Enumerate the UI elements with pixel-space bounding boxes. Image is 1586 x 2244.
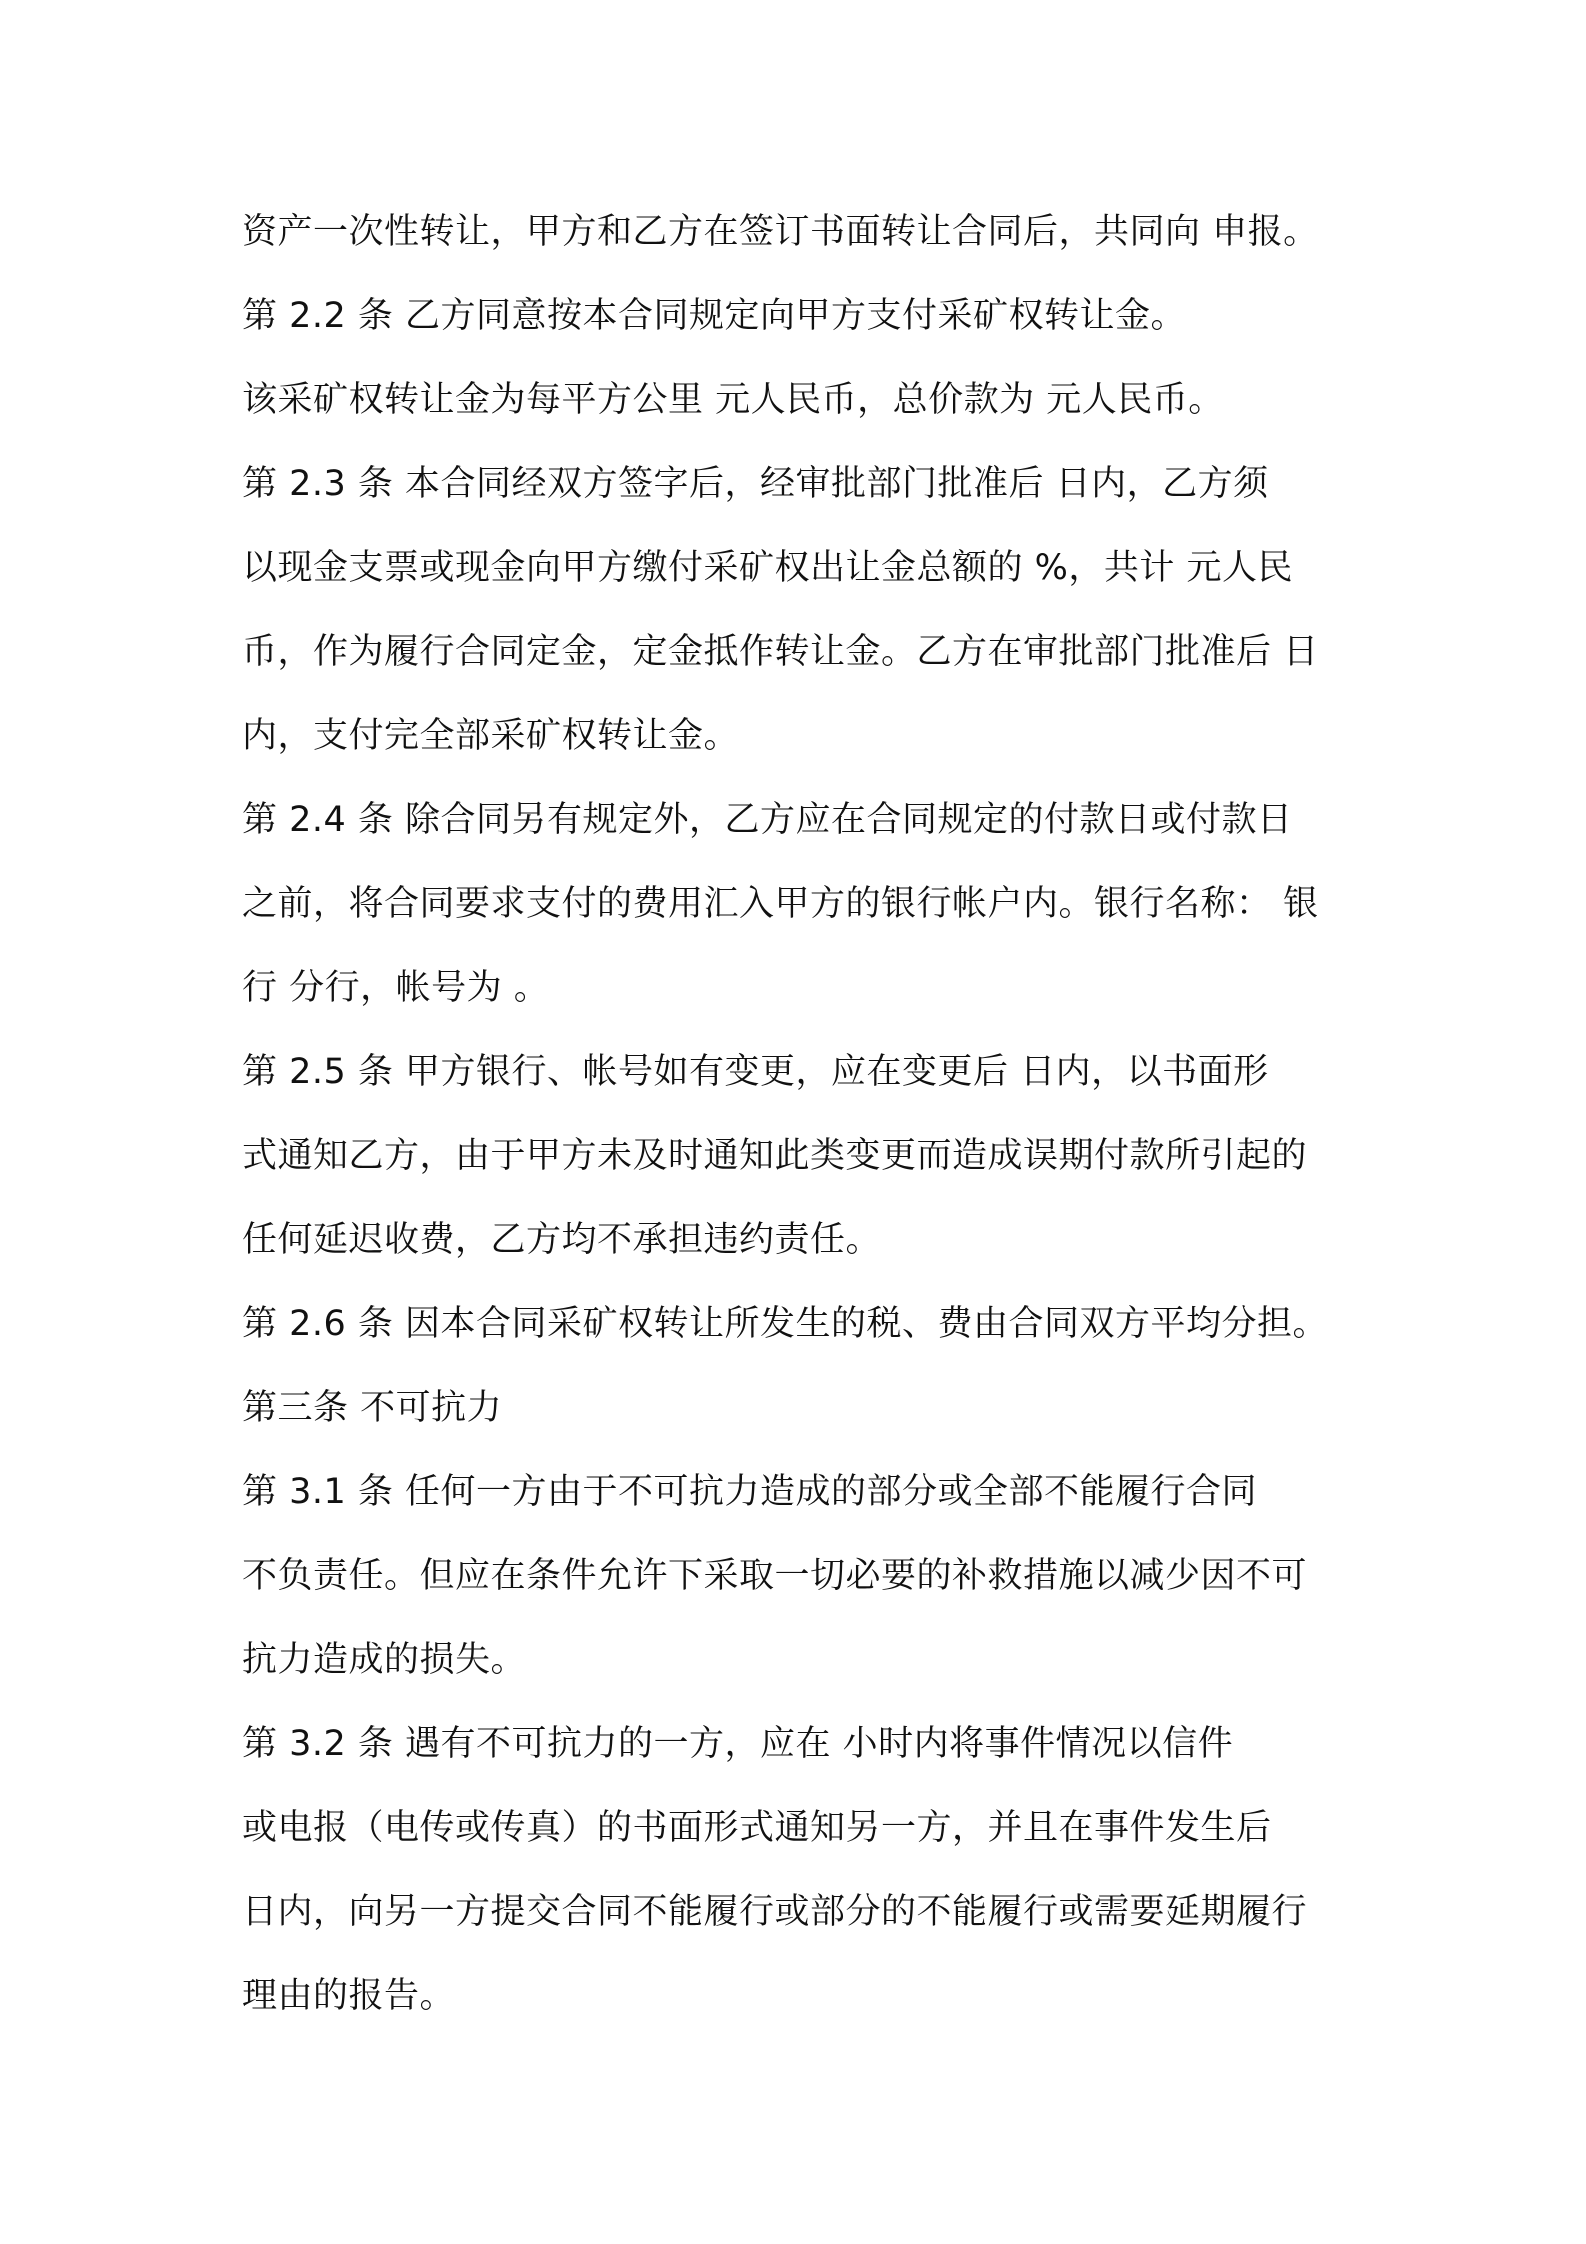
text-line-4: 第 2.3 条 本合同经双方签字后，经审批部门批准后 日内，乙方须 xyxy=(242,464,1269,504)
text-line-16: 第 3.1 条 任何一方由于不可抗力造成的部分或全部不能履行合同 xyxy=(242,1472,1258,1512)
text-line-7: 内，支付完全部采矿权转让金。 xyxy=(242,716,740,756)
text-line-8: 第 2.4 条 除合同另有规定外，乙方应在合同规定的付款日或付款日 xyxy=(242,800,1293,840)
text-line-15: 第三条 不可抗力 xyxy=(242,1388,503,1428)
text-line-3: 该采矿权转让金为每平方公里 元人民币，总价款为 元人民币。 xyxy=(242,380,1224,420)
text-line-18: 抗力造成的损失。 xyxy=(242,1640,527,1680)
text-line-2: 第 2.2 条 乙方同意按本合同规定向甲方支付采矿权转让金。 xyxy=(242,296,1187,336)
text-line-19: 第 3.2 条 遇有不可抗力的一方，应在 小时内将事件情况以信件 xyxy=(242,1724,1234,1764)
text-line-14: 第 2.6 条 因本合同采矿权转让所发生的税、费由合同双方平均分担。 xyxy=(242,1304,1329,1344)
text-line-11: 第 2.5 条 甲方银行、帐号如有变更，应在变更后 日内，以书面形 xyxy=(242,1052,1269,1092)
text-line-10: 行 分行，帐号为 。 xyxy=(242,968,550,1008)
contract-text xyxy=(242,197,1362,2045)
text-line-12: 式通知乙方，由于甲方未及时通知此类变更而造成误期付款所引起的 xyxy=(242,1136,1308,1176)
text-line-22: 理由的报告。 xyxy=(242,1976,456,2016)
text-line-21: 日内，向另一方提交合同不能履行或部分的不能履行或需要延期履行 xyxy=(242,1892,1308,1932)
text-line-9: 之前，将合同要求支付的费用汇入甲方的银行帐户内。银行名称： 银 xyxy=(242,884,1319,924)
text-line-1: 资产一次性转让，甲方和乙方在签订书面转让合同后，共同向 申报。 xyxy=(242,212,1319,252)
text-line-17: 不负责任。但应在条件允许下采取一切必要的补救措施以减少因不可 xyxy=(242,1556,1308,1596)
text-line-5: 以现金支票或现金向甲方缴付采矿权出让金总额的 %，共计 元人民 xyxy=(242,548,1294,588)
text-line-20: 或电报（电传或传真）的书面形式通知另一方，并且在事件发生后 xyxy=(242,1808,1272,1848)
text-line-6: 币，作为履行合同定金，定金抵作转让金。乙方在审批部门批准后 日 xyxy=(242,632,1319,672)
text-line-13: 任何延迟收费，乙方均不承担违约责任。 xyxy=(242,1220,882,1260)
